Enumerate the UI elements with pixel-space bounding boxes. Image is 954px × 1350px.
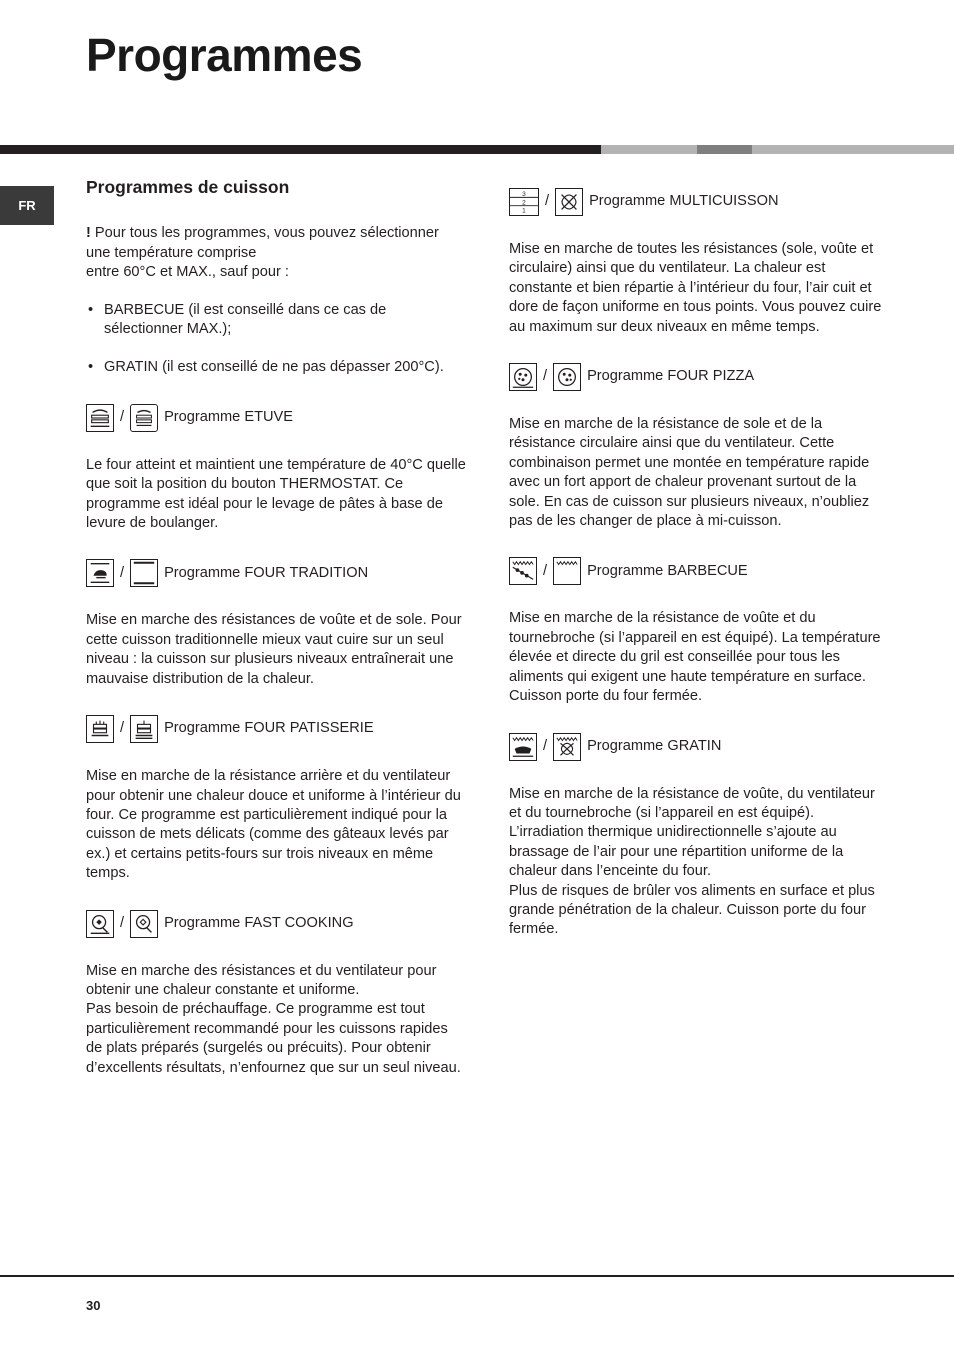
language-tab: FR [0,186,54,225]
separator: / [120,564,125,581]
description-text: Mise en marche des résistances de voûte et de sole. Pour cette cuisson traditionnelle mieux vaut cuire sur un seul niveau : la cuisson sur plusieurs niveaux entraînerait une mauvaise distribution de la chaleur. [86,612,462,687]
footer-rule [0,1275,954,1277]
program-patisserie-row [86,713,466,745]
program-name: Programme ETUVE [164,409,294,426]
program-description [86,456,466,534]
program-name: Programme FOUR PATISSERIE [164,720,374,737]
intro-line-1: Pour tous les programmes, vous pouvez sélectionner une température comprise [86,225,439,261]
program-barbecue-row [509,555,891,587]
level-digit: 1 [522,207,526,215]
page-title: Programmes [86,29,363,81]
program-description [86,611,466,689]
separator: / [543,737,548,754]
program-tradition-row [86,557,466,589]
list-item: • BARBECUE (il est conseillé dans ce cas de sélectionner MAX.); [86,301,466,340]
tradition-icon [86,559,114,587]
top-bottom-heat-icon [130,559,158,587]
program-gratin-row [509,731,891,763]
header-rule-light-right [752,145,954,154]
program-name: Programme MULTICUISSON [589,193,779,210]
description-text: Mise en marche des résistances et du ventilateur pour obtenir une chaleur constante et uniforme. [86,962,437,998]
level-digit: 2 [522,199,526,207]
level-digit: 3 [522,190,526,198]
description-text: Mise en marche de toutes les résistances (sole, voûte et circulaire) ainsi que du ventilateur. La chaleur est constante et bien répartie à l’intérieur du four, l’air cuit et dore de façon uniforme en tous points. Vous pouvez cuire au maximum sur deux niveaux en même temps. [509,241,882,335]
description-text: Pas besoin de préchauffage. Ce programme est tout particulièrement recommandé pour les cuissons rapides de plats préparés (surgelés ou précuits). Pour obtenir d’excellents résultats, n’enfournez que sur un seul niveau. [86,1001,461,1076]
patisserie-fan-icon [130,715,158,743]
program-description [86,767,466,883]
gratin-fan-icon [553,733,581,761]
multi-level-icon [509,188,539,216]
program-name: Programme BARBECUE [587,562,748,579]
description-text: Plus de risques de brûler vos aliments en surface et plus grande pénétration de la chaleur. Cuisson porte du four fermée. [509,882,875,938]
program-multicuisson-row [509,186,891,218]
program-description [509,240,891,337]
intro-line-2: entre 60°C et MAX., sauf pour : [86,264,289,281]
program-pizza-row [509,361,891,393]
separator: / [543,368,548,385]
fast-cooking-alt-icon [130,910,158,938]
program-description [86,962,466,1078]
patisserie-icon [86,715,114,743]
program-fast-cooking-row [86,908,466,940]
right-column [509,186,891,964]
section-heading: Programmes de cuisson [86,177,290,197]
separator: / [120,720,125,737]
program-name: Programme FOUR PIZZA [587,368,755,385]
list-item: • GRATIN (il est conseillé de ne pas dépasser 200°C). [86,358,466,377]
header-rule-mid [697,145,752,154]
header-rule-dark [0,145,601,154]
program-name: Programme FOUR TRADITION [164,564,369,581]
exception-list [86,301,466,378]
barbecue-skewer-icon [509,557,537,585]
separator: / [545,193,550,210]
pizza-icon [509,363,537,391]
separator: / [543,562,548,579]
description-text: Le four atteint et maintient une température de 40°C quelle que soit la position du bouton THERMOSTAT. Ce programme est idéal pour le levage de pâtes à base de levure de boulanger. [86,456,466,532]
description-text: Mise en marche de la résistance de sole et de la résistance circulaire ainsi que du ventilateur. Cette combinaison permet une montée en température rapide avec un fort apport de chaleur provenant surtout de la sole. En cas de cuisson sur plusieurs niveaux, n’oubliez pas de les changer de place à mi-cuisson. [509,416,870,530]
program-description [509,609,891,706]
multicuisson-fan-icon [555,188,583,216]
gratin-icon [509,733,537,761]
warning-mark: ! [86,225,91,242]
program-description [509,415,891,531]
page-number: 30 [86,1298,101,1313]
program-description [509,785,891,940]
etuve-icon [86,404,114,432]
description-text: Mise en marche de la résistance de voûte, du ventilateur et du tournebroche (si l’appareil en est équipé). L’irradiation thermique unidirectionnelle s’ajoute au brassage de l’air pour une répartition uniforme de la chaleur dans l’enceinte du four. [509,785,875,880]
program-name: Programme FAST COOKING [164,914,354,931]
program-etuve-row [86,402,466,434]
grill-top-icon [553,557,581,585]
fast-cooking-icon [86,910,114,938]
pizza-alt-icon [553,363,581,391]
separator: / [120,409,125,426]
description-text: Mise en marche de la résistance de voûte et du tournebroche (si l’appareil en est équipé). La température élevée et directe du gril est conseillée pour tous les aliments qui exigent une haute température en surface. Cuisson porte du four fermée. [509,610,881,705]
header-rule-light [601,145,697,154]
separator: / [120,914,125,931]
intro-text [86,224,466,282]
etuve-alt-icon [130,404,158,432]
program-name: Programme GRATIN [587,737,722,754]
left-column [86,178,466,1102]
description-text: Mise en marche de la résistance arrière et du ventilateur pour obtenir une chaleur douce et uniforme à l’intérieur du four. Ce programme est particulièrement indiqué pour la cuisson de mets délicats (comme des gâteaux levés par ex.) et certains petits-fours sur trois niveaux en même temps. [86,768,461,882]
